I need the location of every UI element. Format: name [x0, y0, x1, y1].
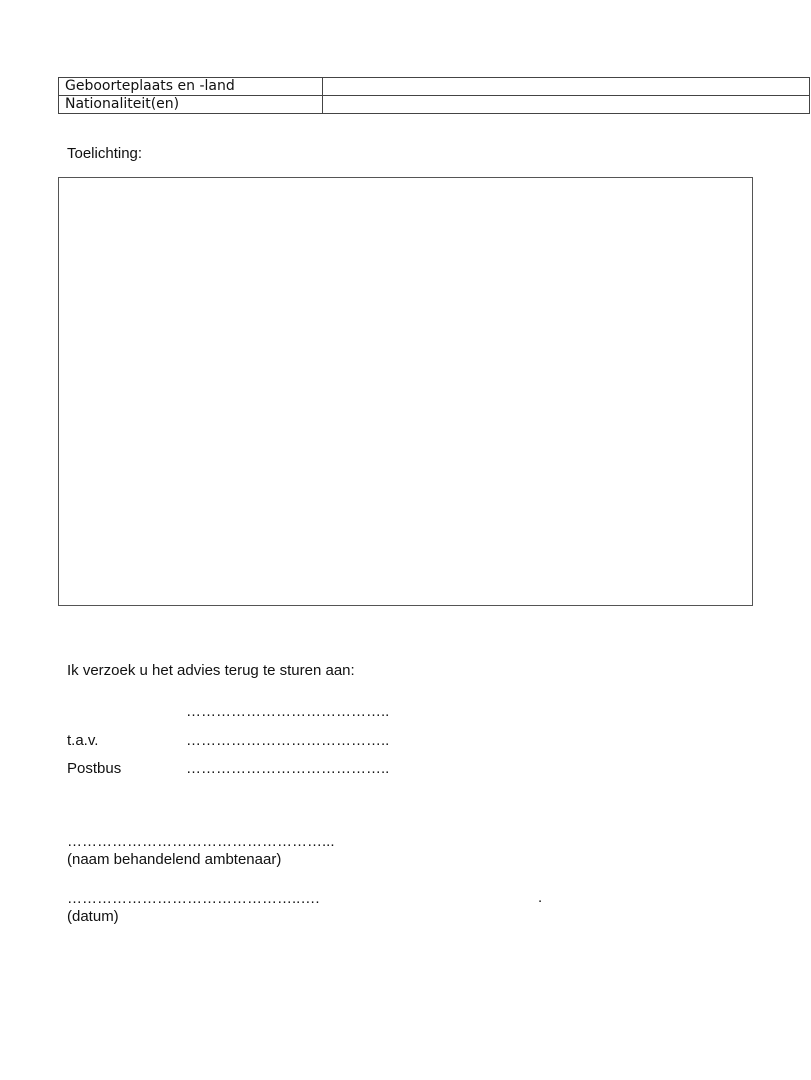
official-name-fill-line[interactable]: ……………………………………………... — [67, 833, 335, 850]
birthplace-label: Geboorteplaats en -land — [59, 78, 323, 96]
official-name-caption: (naam behandelend ambtenaar) — [67, 851, 282, 868]
date-fill-line[interactable]: ………………………………………..…. — [67, 890, 320, 907]
nationality-label: Nationaliteit(en) — [59, 96, 323, 114]
personal-info-table — [58, 77, 810, 114]
nationality-value-field[interactable] — [323, 96, 810, 114]
birthplace-value-field[interactable] — [323, 78, 810, 96]
tav-label: t.a.v. — [67, 732, 99, 749]
postbus-label: Postbus — [67, 760, 122, 777]
return-request-text: Ik verzoek u het advies terug te sturen aan: — [67, 662, 355, 679]
table-row-birthplace — [59, 78, 810, 96]
trailing-dot: . — [538, 889, 543, 906]
postbus-fill-line[interactable]: ………………………………….. — [186, 760, 390, 777]
address-recipient-fill-line[interactable]: ………………………………….. — [186, 703, 390, 720]
table-row-nationality — [59, 96, 810, 114]
tav-fill-line[interactable]: ………………………………….. — [186, 732, 390, 749]
date-caption: (datum) — [67, 908, 119, 925]
toelichting-label: Toelichting: — [67, 145, 143, 162]
toelichting-textbox[interactable] — [58, 177, 753, 606]
